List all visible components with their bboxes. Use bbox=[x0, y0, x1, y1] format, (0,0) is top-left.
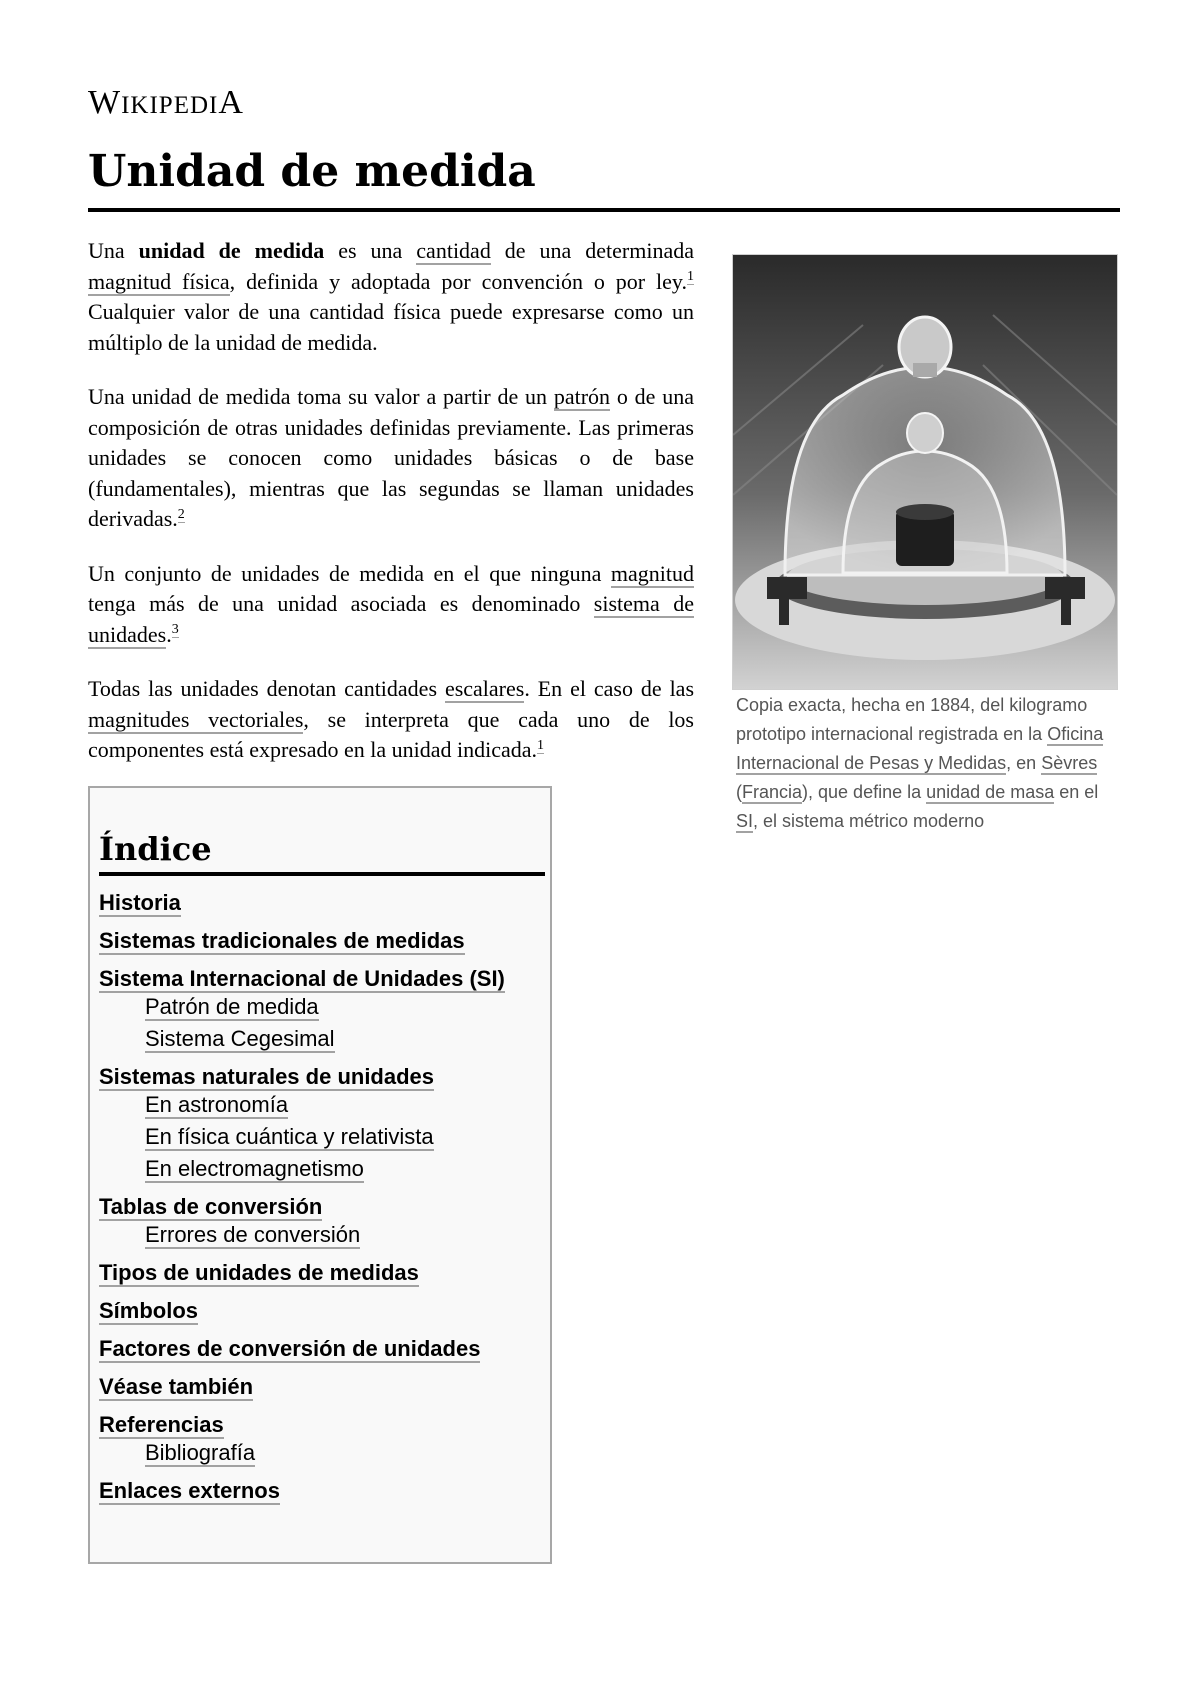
toc-sublist bbox=[99, 1091, 542, 1182]
toc-item-factores-de-conversion bbox=[99, 1336, 542, 1362]
toc-title: Índice bbox=[99, 830, 545, 876]
toc-link[interactable]: Sistemas naturales de unidades bbox=[99, 1064, 435, 1089]
paragraph-2: Una unidad de medida toma su valor a partir de un patrón o de una composición de otras unidades definidas previamente. Las primeras unidades se conocen como unidades básicas o de base (fundamentales), mientras que las segundas se llaman unidades derivadas.$^2$ bbox=[88, 384, 694, 531]
toc-link[interactable]: Referencias bbox=[99, 1412, 224, 1437]
toc-sublist bbox=[99, 1221, 542, 1248]
toc-link[interactable]: Enlaces externos bbox=[99, 1478, 280, 1503]
article-intro bbox=[88, 236, 694, 790]
toc-list bbox=[99, 890, 542, 1504]
toc-link[interactable]: Símbolos bbox=[99, 1298, 199, 1323]
kilogram-prototype-photo[interactable] bbox=[732, 254, 1118, 690]
link-magnitud-fisica[interactable]: magnitud física bbox=[88, 268, 230, 294]
link-sistema-de-unidades[interactable]: sistema de unidades bbox=[88, 591, 694, 647]
table-of-contents bbox=[88, 786, 552, 1564]
toc-sublist bbox=[99, 993, 542, 1052]
toc-item-tablas-de-conversion bbox=[99, 1194, 542, 1248]
toc-item-simbolos bbox=[99, 1298, 542, 1324]
link-escalares[interactable]: escalares bbox=[444, 676, 525, 701]
toc-sublink[interactable]: Patrón de medida bbox=[145, 994, 319, 1019]
toc-sublink[interactable]: Sistema Cegesimal bbox=[145, 1026, 335, 1051]
toc-sublink[interactable]: Errores de conversión bbox=[145, 1222, 361, 1247]
paragraph-1: Una unidad de medida es una cantidad de una determinada magnitud física, definida y adoptada por convención o por ley.$^1$ Cualquier valor de una cantidad física puede expresarse como un múltiplo de la unidad de medida. bbox=[88, 238, 694, 355]
toc-link[interactable]: Sistemas tradicionales de medidas bbox=[99, 928, 465, 953]
link-magnitudes-vectoriales[interactable]: magnitudes vectoriales bbox=[88, 706, 304, 732]
toc-subitem bbox=[145, 1025, 542, 1052]
toc-item-sistema-internacional bbox=[99, 966, 542, 1052]
link-oficina-internacional[interactable]: Oficina Internacional de Pesas y Medidas bbox=[736, 724, 1104, 773]
toc-link[interactable]: Tablas de conversión bbox=[99, 1194, 323, 1219]
logo-letter-a: A bbox=[218, 84, 244, 121]
toc-link[interactable]: Historia bbox=[99, 890, 181, 915]
reference-3[interactable]: 3 bbox=[171, 622, 179, 638]
toc-item-sistemas-naturales bbox=[99, 1064, 542, 1182]
logo-letter-w: W bbox=[88, 84, 122, 121]
link-cantidad[interactable]: cantidad bbox=[416, 238, 491, 263]
toc-item-sistemas-tradicionales bbox=[99, 928, 542, 954]
toc-sublink[interactable]: En astronomía bbox=[145, 1092, 289, 1117]
toc-sublink[interactable]: Bibliografía bbox=[145, 1440, 256, 1465]
toc-item-enlaces-externos bbox=[99, 1478, 542, 1504]
link-sevres[interactable]: Sèvres bbox=[1041, 753, 1098, 773]
bold-term: unidad de medida bbox=[138, 238, 325, 263]
toc-item-tipos-de-unidades bbox=[99, 1260, 542, 1286]
title-divider bbox=[88, 208, 1120, 212]
toc-sublist bbox=[99, 1439, 542, 1466]
toc-link[interactable]: Véase también bbox=[99, 1374, 254, 1399]
toc-item-referencias bbox=[99, 1412, 542, 1466]
toc-subitem bbox=[145, 1221, 542, 1248]
toc-subitem bbox=[145, 1155, 542, 1182]
toc-item-vease-tambien bbox=[99, 1374, 542, 1400]
logo-letters-middle: IKIPEDI bbox=[121, 92, 219, 119]
reference-1-repeat[interactable]: 1 bbox=[537, 737, 545, 753]
reference-2[interactable]: 2 bbox=[177, 506, 185, 522]
toc-subitem bbox=[145, 1091, 542, 1118]
toc-subitem bbox=[145, 1123, 542, 1150]
toc-item-historia bbox=[99, 890, 542, 916]
toc-link[interactable]: Tipos de unidades de medidas bbox=[99, 1260, 419, 1285]
reference-1[interactable]: 1 bbox=[687, 269, 694, 285]
toc-subitem bbox=[145, 993, 542, 1020]
wikipedia-logo[interactable] bbox=[88, 84, 244, 122]
link-patron[interactable]: patrón bbox=[553, 384, 611, 409]
toc-link[interactable]: Sistema Internacional de Unidades (SI) bbox=[99, 966, 505, 991]
link-si[interactable]: SI bbox=[736, 811, 754, 831]
toc-sublink[interactable]: En electromagnetismo bbox=[145, 1156, 364, 1181]
toc-subitem bbox=[145, 1439, 542, 1466]
paragraph-3: Un conjunto de unidades de medida en el que ninguna magnitud tenga más de una unidad asociada es denominado sistema de unidades.$^3$ bbox=[88, 560, 694, 647]
link-magnitud[interactable]: magnitud bbox=[610, 560, 694, 586]
link-francia[interactable]: Francia bbox=[742, 782, 803, 802]
link-unidad-de-masa[interactable]: unidad de masa bbox=[926, 782, 1055, 802]
toc-sublink[interactable]: En física cuántica y relativista bbox=[145, 1124, 434, 1149]
toc-link[interactable]: Factores de conversión de unidades bbox=[99, 1336, 481, 1361]
figure-kilogram bbox=[732, 254, 1116, 836]
paragraph-4: Todas las unidades denotan cantidades escalares. En el caso de las magnitudes vectoriales, se interpreta que cada uno de los componentes está expresado en la unidad indicada.$^1$ bbox=[88, 676, 695, 762]
page-title: Unidad de medida bbox=[88, 146, 536, 197]
figure-caption: Copia exacta, hecha en 1884, del kilogramo prototipo internacional registrada en la Oficina Internacional de Pesas y Medidas, en Sèvres (Francia), que define la unidad de masa en el SI, el sistema métrico moderno bbox=[736, 695, 1104, 831]
